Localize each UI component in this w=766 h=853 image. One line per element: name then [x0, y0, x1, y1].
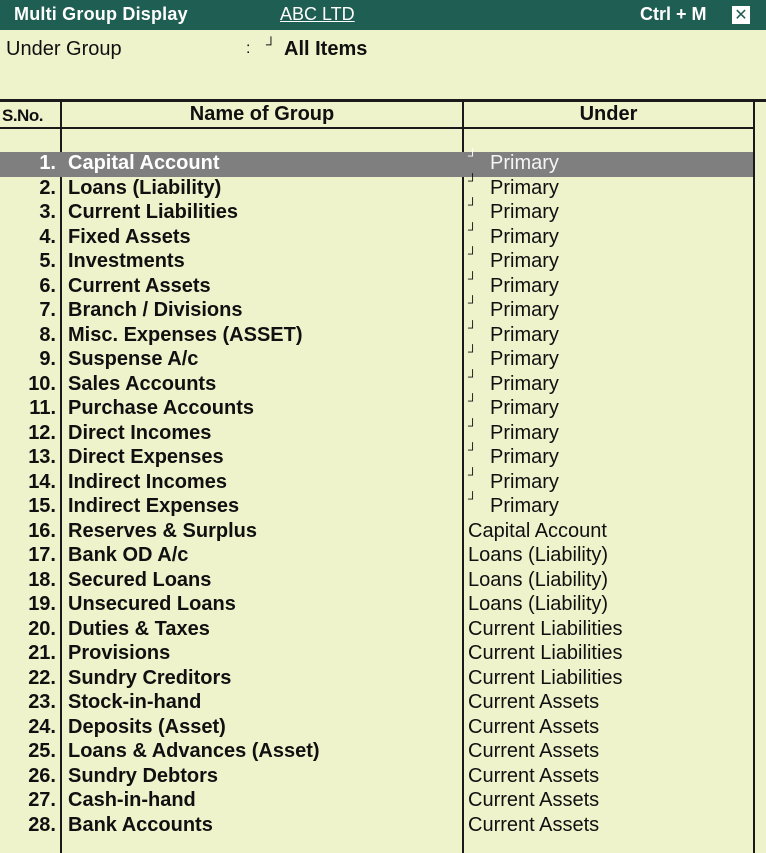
row-under-group: Capital Account: [468, 519, 607, 542]
row-under-group: Primary: [490, 323, 559, 346]
row-under-group: Primary: [490, 348, 559, 370]
row-under-group: Loans (Liability): [468, 593, 609, 615]
table-row[interactable]: [0, 618, 753, 643]
row-under-group: Primary: [490, 225, 559, 248]
table-row[interactable]: [0, 197, 753, 226]
row-group-name[interactable]: Bank Accounts: [68, 813, 213, 836]
hierarchy-mark-icon: ┘: [468, 368, 478, 384]
row-under-group: Primary: [490, 152, 559, 174]
table-row[interactable]: [0, 691, 753, 716]
row-group-name[interactable]: Current Assets: [68, 274, 211, 297]
table-row[interactable]: [0, 319, 753, 349]
company-name[interactable]: ABC LTD: [280, 4, 355, 24]
row-sno: 10.: [28, 372, 56, 395]
table-row[interactable]: [0, 814, 753, 839]
row-sno: 23.: [28, 691, 56, 713]
row-sno: 14.: [28, 470, 56, 493]
row-under-group: Primary: [490, 274, 559, 297]
row-group-name[interactable]: Reserves & Surplus: [68, 519, 257, 542]
column-header-name: Name of Group: [189, 103, 335, 125]
table-row[interactable]: [0, 172, 753, 202]
row-under-group: Primary: [490, 421, 559, 444]
row-group-name[interactable]: Stock-in-hand: [68, 691, 202, 713]
under-group-filter[interactable]: [6, 38, 746, 64]
row-group-name[interactable]: Unsecured Loans: [68, 593, 236, 615]
hierarchy-mark-icon: ┘: [468, 270, 478, 286]
row-under-group: Primary: [490, 397, 559, 419]
row-under-group: Primary: [490, 201, 559, 223]
under-group-colon: :: [246, 40, 251, 57]
row-under-group: Primary: [490, 470, 559, 493]
table-row[interactable]: [0, 789, 753, 814]
row-group-name[interactable]: Secured Loans: [68, 568, 212, 591]
row-under-group: Current Liabilities: [468, 642, 623, 664]
row-group-name[interactable]: Current Liabilities: [68, 201, 239, 223]
table-row[interactable]: [0, 344, 753, 373]
row-under-group: Current Assets: [468, 691, 600, 713]
row-group-name[interactable]: Loans (Liability): [68, 176, 222, 199]
under-group-value[interactable]: All Items: [284, 38, 368, 60]
row-group-name[interactable]: Capital Account: [68, 152, 220, 174]
hierarchy-mark-icon: ┘: [266, 36, 276, 52]
row-group-name[interactable]: Purchase Accounts: [68, 397, 254, 419]
table-row[interactable]: [0, 148, 753, 177]
row-sno: 6.: [39, 274, 56, 297]
table-row[interactable]: [0, 466, 753, 496]
row-under-group: Primary: [490, 299, 559, 321]
table-row[interactable]: [0, 491, 753, 520]
hierarchy-mark-icon: ┘: [468, 491, 478, 506]
table-row[interactable]: [0, 417, 753, 447]
table-row[interactable]: [0, 442, 753, 471]
row-sno: 24.: [28, 715, 56, 738]
row-under-group: Current Liabilities: [468, 617, 623, 640]
row-under-group: Current Assets: [468, 715, 600, 738]
row-group-name[interactable]: Direct Incomes: [68, 421, 212, 444]
row-group-name[interactable]: Sundry Creditors: [68, 666, 232, 689]
row-group-name[interactable]: Fixed Assets: [68, 225, 191, 248]
row-group-name[interactable]: Bank OD A/c: [68, 544, 189, 566]
table-row[interactable]: [0, 716, 753, 741]
row-under-group: Loans (Liability): [468, 568, 609, 591]
table-top-rule: [0, 99, 766, 102]
table-row[interactable]: [0, 270, 753, 300]
table-right-border: [753, 99, 755, 853]
table-row[interactable]: [0, 593, 753, 618]
column-header-sno: S.No.: [2, 106, 43, 125]
header-bottom-rule: [0, 127, 753, 129]
row-sno: 18.: [28, 568, 56, 591]
row-sno: 28.: [28, 813, 56, 836]
hierarchy-mark-icon: ┘: [468, 466, 478, 482]
row-under-group: Primary: [490, 176, 559, 199]
hierarchy-mark-icon: ┘: [468, 442, 478, 457]
row-sno: 9.: [39, 348, 56, 370]
row-under-group: Current Assets: [468, 764, 600, 787]
row-sno: 11.: [29, 397, 56, 419]
row-sno: 27.: [28, 789, 56, 811]
table-row[interactable]: [0, 569, 753, 594]
table-row[interactable]: [0, 393, 753, 422]
row-sno: 8.: [39, 323, 56, 346]
table-row[interactable]: [0, 765, 753, 790]
table-row[interactable]: [0, 221, 753, 251]
row-sno: 16.: [28, 519, 56, 542]
row-under-group: Primary: [490, 250, 559, 272]
row-group-name[interactable]: Indirect Expenses: [68, 495, 240, 517]
table-row[interactable]: [0, 295, 753, 324]
group-table: [0, 148, 753, 838]
row-sno: 17.: [28, 544, 56, 566]
row-group-name[interactable]: Sales Accounts: [68, 372, 217, 395]
row-under-group: Current Assets: [468, 789, 600, 811]
table-row[interactable]: [0, 368, 753, 398]
row-sno: 20.: [28, 617, 56, 640]
row-group-name[interactable]: Misc. Expenses (ASSET): [68, 323, 303, 346]
row-group-name[interactable]: Branch / Divisions: [68, 299, 243, 321]
hierarchy-mark-icon: ┘: [468, 393, 478, 408]
row-sno: 7.: [39, 299, 56, 321]
row-group-name[interactable]: Provisions: [68, 642, 171, 664]
close-icon[interactable]: ✕: [732, 6, 750, 24]
table-row[interactable]: [0, 520, 753, 545]
row-under-group: Primary: [490, 446, 559, 468]
row-sno: 2.: [39, 176, 56, 199]
row-sno: 5.: [39, 250, 56, 272]
row-group-name[interactable]: Loans & Advances (Asset): [68, 740, 320, 762]
row-group-name[interactable]: Duties & Taxes: [68, 617, 210, 640]
table-row[interactable]: [0, 246, 753, 275]
row-under-group: Current Liabilities: [468, 666, 623, 689]
hierarchy-mark-icon: ┘: [468, 197, 478, 212]
row-group-name[interactable]: Suspense A/c: [68, 348, 199, 370]
title-bar: [0, 0, 766, 30]
hierarchy-mark-icon: ┘: [468, 417, 478, 433]
row-sno: 19.: [28, 593, 56, 615]
row-group-name[interactable]: Direct Expenses: [68, 446, 224, 468]
row-under-group: Loans (Liability): [468, 544, 609, 566]
hierarchy-mark-icon: ┘: [468, 319, 478, 335]
row-under-group: Current Assets: [468, 813, 600, 836]
hierarchy-mark-icon: ┘: [468, 221, 478, 237]
row-under-group: Primary: [490, 372, 559, 395]
column-header-under: Under: [579, 103, 638, 125]
row-sno: 13.: [28, 446, 56, 468]
row-under-group: Current Assets: [468, 740, 600, 762]
table-row[interactable]: [0, 740, 753, 765]
row-sno: 4.: [39, 225, 56, 248]
row-sno: 1.: [39, 152, 56, 174]
row-sno: 3.: [39, 201, 56, 223]
under-group-label: Under Group: [6, 38, 122, 60]
row-sno: 22.: [28, 666, 56, 689]
row-group-name[interactable]: Deposits (Asset): [68, 715, 226, 738]
row-sno: 15.: [28, 495, 56, 517]
row-under-group: Primary: [490, 495, 559, 517]
window-title: Multi Group Display: [14, 4, 188, 24]
row-group-name[interactable]: Cash-in-hand: [68, 789, 196, 811]
row-sno: 12.: [28, 421, 56, 444]
row-group-name[interactable]: Indirect Incomes: [68, 470, 227, 493]
hierarchy-mark-icon: ┘: [468, 344, 478, 359]
table-row[interactable]: [0, 667, 753, 692]
row-sno: 25.: [28, 740, 56, 762]
hierarchy-mark-icon: ┘: [468, 246, 478, 261]
shortcut-label: Ctrl + M: [640, 4, 707, 24]
row-group-name[interactable]: Sundry Debtors: [68, 764, 219, 787]
table-row[interactable]: [0, 544, 753, 569]
row-sno: 21.: [28, 642, 56, 664]
row-group-name[interactable]: Investments: [68, 250, 185, 272]
hierarchy-mark-icon: ┘: [468, 172, 478, 188]
hierarchy-mark-icon: ┘: [468, 295, 478, 310]
hierarchy-mark-icon: ┘: [468, 148, 478, 163]
table-row[interactable]: [0, 642, 753, 667]
row-sno: 26.: [28, 764, 56, 787]
